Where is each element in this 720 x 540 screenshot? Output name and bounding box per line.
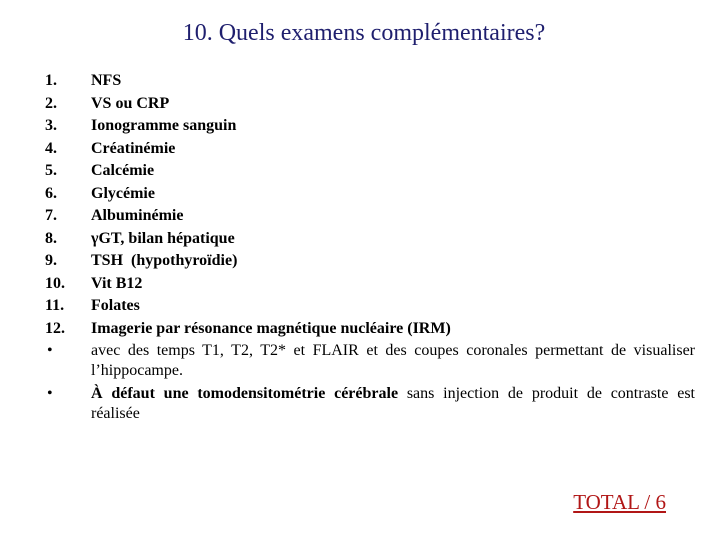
item-label: Albuminémie bbox=[91, 207, 184, 224]
item-number: 8. bbox=[45, 229, 57, 247]
item-number: 2. bbox=[45, 94, 57, 112]
item-number: 3. bbox=[45, 117, 57, 134]
item-number: 7. bbox=[45, 207, 57, 224]
item-label: Imagerie par résonance magnétique nucléaire (IRM) bbox=[91, 319, 451, 337]
bullet-icon: • bbox=[47, 385, 53, 402]
exam-item bbox=[45, 273, 695, 296]
note-item bbox=[45, 383, 695, 426]
item-label: Calcémie bbox=[91, 162, 155, 179]
item-label: γGT, bilan hépatique bbox=[91, 229, 235, 247]
item-number: 12. bbox=[45, 319, 65, 337]
item-number: 5. bbox=[45, 162, 57, 179]
item-label: TSH (hypothyroïdie) bbox=[91, 252, 238, 269]
exam-item bbox=[45, 70, 695, 93]
item-label: Vit B12 bbox=[91, 274, 143, 292]
exam-item bbox=[45, 318, 695, 341]
note-text bbox=[91, 383, 695, 426]
note-plain-text: avec des temps T1, T2, T2* et FLAIR et des coupes coronales permettant de visualiser l’hippocampe. bbox=[91, 342, 695, 379]
item-label: Folates bbox=[91, 297, 140, 314]
item-number: 9. bbox=[45, 252, 57, 269]
slide-title: 10. Quels examens complémentaires? bbox=[182, 20, 546, 46]
exam-list bbox=[45, 70, 695, 426]
item-number: 6. bbox=[45, 184, 57, 202]
item-label: VS ou CRP bbox=[91, 94, 170, 112]
exam-item bbox=[45, 228, 695, 251]
item-label: Créatinémie bbox=[91, 139, 176, 157]
note-plain-text: sans injection de produit de contraste est réalisée bbox=[91, 385, 695, 422]
exam-item bbox=[45, 205, 695, 228]
bullet-icon: • bbox=[47, 342, 53, 359]
note-bold-text: À défaut une tomodensitométrie cérébrale bbox=[91, 385, 399, 402]
item-number: 1. bbox=[45, 72, 57, 89]
item-label: Glycémie bbox=[91, 184, 155, 202]
exam-item bbox=[45, 93, 695, 116]
exam-item bbox=[45, 295, 695, 318]
exam-item bbox=[45, 160, 695, 183]
exam-item bbox=[45, 183, 695, 206]
note-text bbox=[91, 340, 695, 383]
note-item bbox=[45, 340, 695, 383]
total-score: TOTAL / 6 bbox=[573, 490, 666, 514]
exam-item bbox=[45, 115, 695, 138]
item-number: 11. bbox=[45, 297, 65, 314]
item-number: 4. bbox=[45, 139, 57, 157]
item-label: NFS bbox=[91, 72, 122, 89]
exam-item bbox=[45, 138, 695, 161]
item-number: 10. bbox=[45, 274, 65, 292]
item-label: Ionogramme sanguin bbox=[91, 117, 237, 134]
exam-item bbox=[45, 250, 695, 273]
